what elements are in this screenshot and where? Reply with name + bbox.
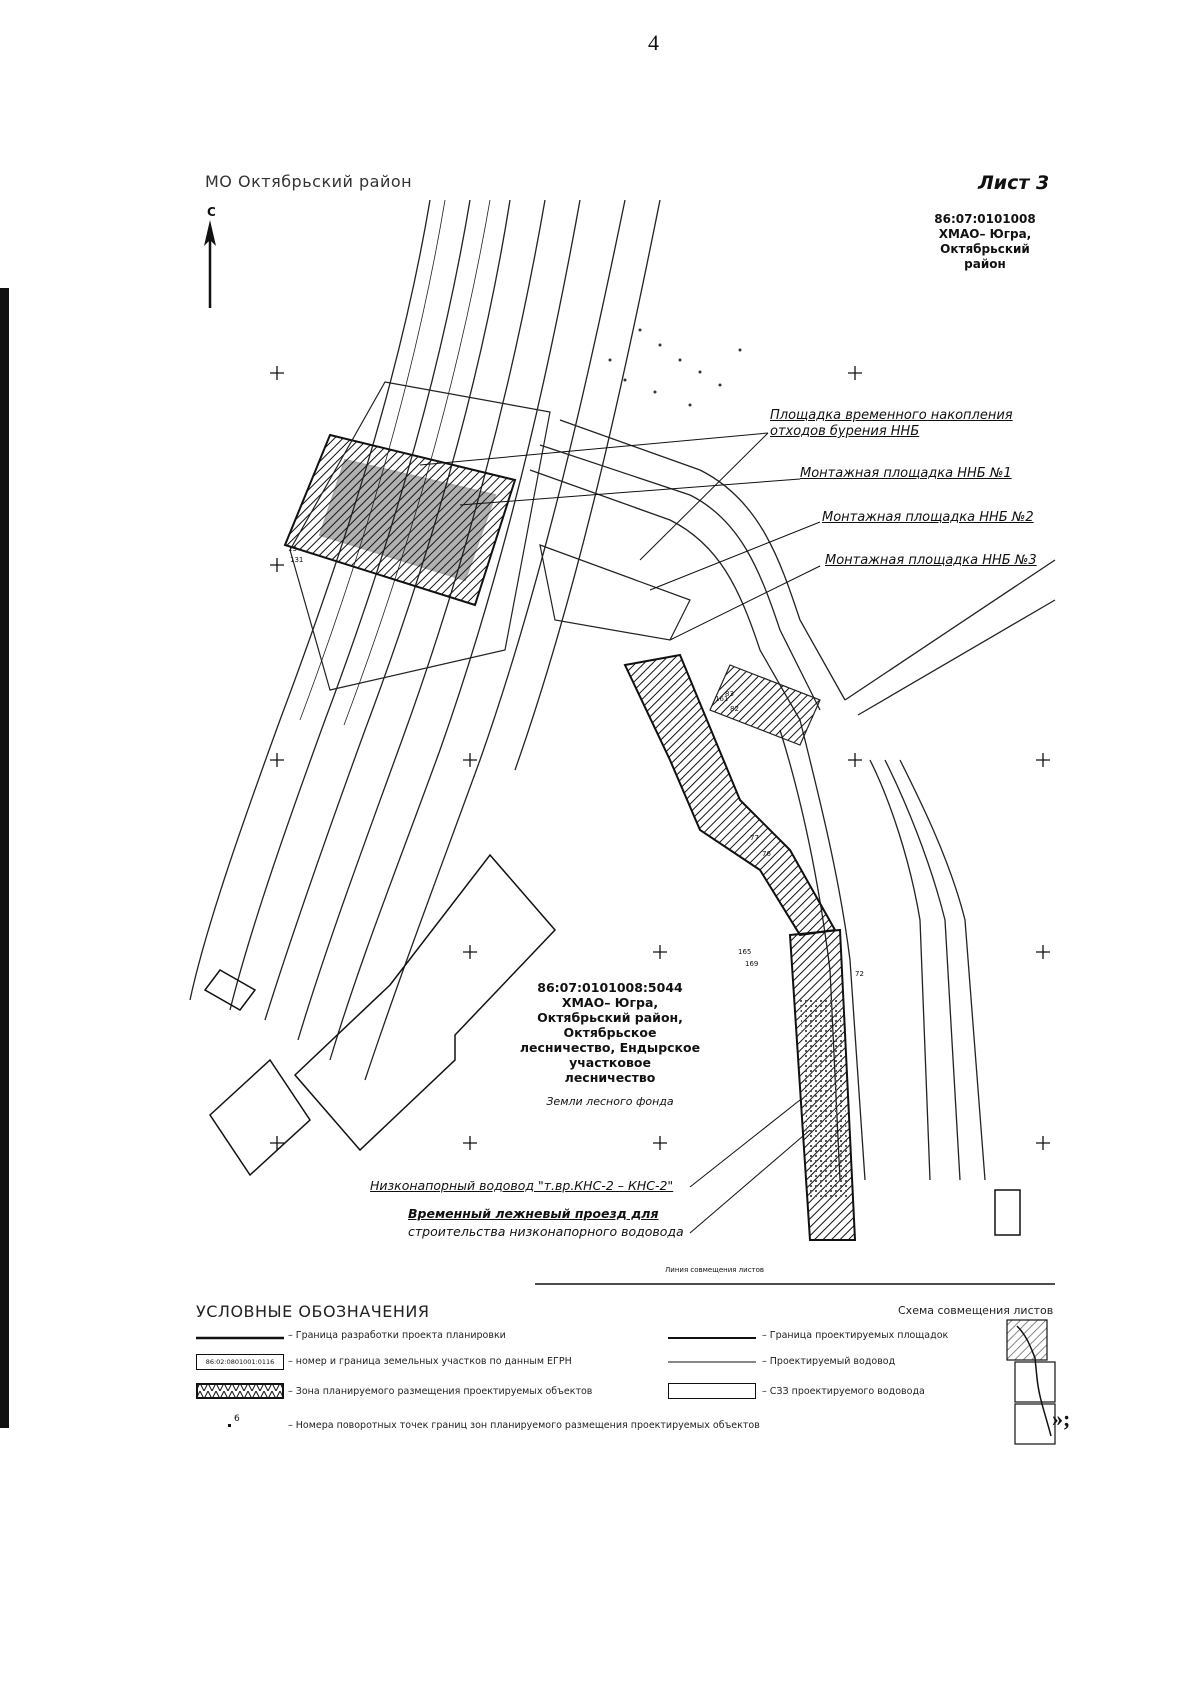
scheme-title: Схема совмещения листов <box>898 1304 1054 1317</box>
top-cadastral-line: 86:07:0101008 <box>934 212 1036 226</box>
legend-item-text: – Зона планируемого размещения проектируемых объектов <box>288 1386 593 1397</box>
legend-item-text: – Граница проектируемых площадок <box>762 1330 949 1341</box>
legend-symbol-empty-box <box>668 1383 756 1399</box>
pad-cluster <box>285 435 515 605</box>
corridor-lines <box>190 200 660 1080</box>
annotation-pad-1: Монтажная площадка ННБ №1 <box>800 466 1012 481</box>
land-category-label: Земли лесного фонда <box>546 1095 674 1108</box>
legend-point-dot <box>228 1424 231 1427</box>
road-label-line2: строительства низконапорного водовода <box>408 1224 684 1239</box>
point-label: 72 <box>855 970 864 978</box>
parcel-line: лесничество, Ендырское <box>519 1040 701 1055</box>
point-label: 169 <box>745 960 759 968</box>
parcel-label <box>510 980 710 1085</box>
parcel-line: Октябрьский район, <box>537 1010 683 1025</box>
point-label: 76 <box>762 850 771 858</box>
parcel-line: лесничество <box>564 1070 656 1085</box>
district-label: МО Октябрьский район <box>205 172 413 191</box>
legend-symbol-point: 6 <box>234 1414 240 1424</box>
legend-symbol-box: 86:02:0801001:0116 <box>196 1354 284 1370</box>
end-mark: »; <box>1052 1406 1071 1431</box>
sheet-label: Лист 3 <box>978 172 1050 194</box>
top-cadastral-line: район <box>964 257 1006 271</box>
legend-item-text: – Граница разработки проекта планировки <box>288 1330 506 1341</box>
parcel-line: ХМАО– Югра, <box>561 995 659 1010</box>
north-arrow-letter: С <box>207 205 216 219</box>
legend-item-text: – Проектируемый водовод <box>762 1356 896 1367</box>
legend <box>196 1328 949 1438</box>
left-page-edge <box>0 288 9 1428</box>
annotation-line: Площадка временного накопления <box>770 408 1013 423</box>
legend-symbol-line <box>196 1332 286 1344</box>
point-label: 165 <box>738 948 752 956</box>
sheet-join-line-label: Линия совмещения листов <box>665 1266 765 1274</box>
legend-title: УСЛОВНЫЕ ОБОЗНАЧЕНИЯ <box>196 1302 430 1321</box>
point-label: 77 <box>750 834 759 842</box>
point-label: 161 <box>715 695 729 703</box>
legend-item-text: – Номера поворотных точек границ зон планируемого размещения проектируемых объектов <box>288 1420 760 1431</box>
point-label: 131 <box>290 556 304 564</box>
legend-item-text: – номер и граница земельных участков по данным ЕГРН <box>288 1356 572 1367</box>
legend-item-text: – СЗЗ проектируемого водовода <box>762 1386 925 1397</box>
annotation-line: отходов бурения ННБ <box>770 424 920 439</box>
parcel-line: участковое <box>569 1055 651 1070</box>
annotation-waste-site <box>770 408 1013 440</box>
top-cadastral-line: ХМАО– Югра, <box>938 227 1032 241</box>
annotation-pad-3: Монтажная площадка ННБ №3 <box>825 553 1037 568</box>
point-label: 83 <box>725 690 734 698</box>
page-number: 4 <box>648 30 659 55</box>
annotation-pad-2: Монтажная площадка ННБ №2 <box>822 510 1034 525</box>
road-label-line1: Временный лежневый проезд для <box>408 1206 659 1221</box>
legend-symbol-hatch <box>196 1383 284 1399</box>
top-cadastral-line: Октябрьский <box>940 242 1030 256</box>
parcel-line: 86:07:0101008:5044 <box>537 980 683 995</box>
point-label: 82 <box>730 705 739 713</box>
legend-symbol-thin-line <box>668 1356 758 1368</box>
point-label: 13 <box>288 545 297 553</box>
survey-marks <box>609 329 742 407</box>
parcel-line: Октябрьское <box>563 1025 657 1040</box>
legend-symbol-line <box>668 1332 758 1344</box>
pipeline-label: Низконапорный водовод "т.вр.КНС-2 – КНС-2" <box>370 1178 674 1193</box>
